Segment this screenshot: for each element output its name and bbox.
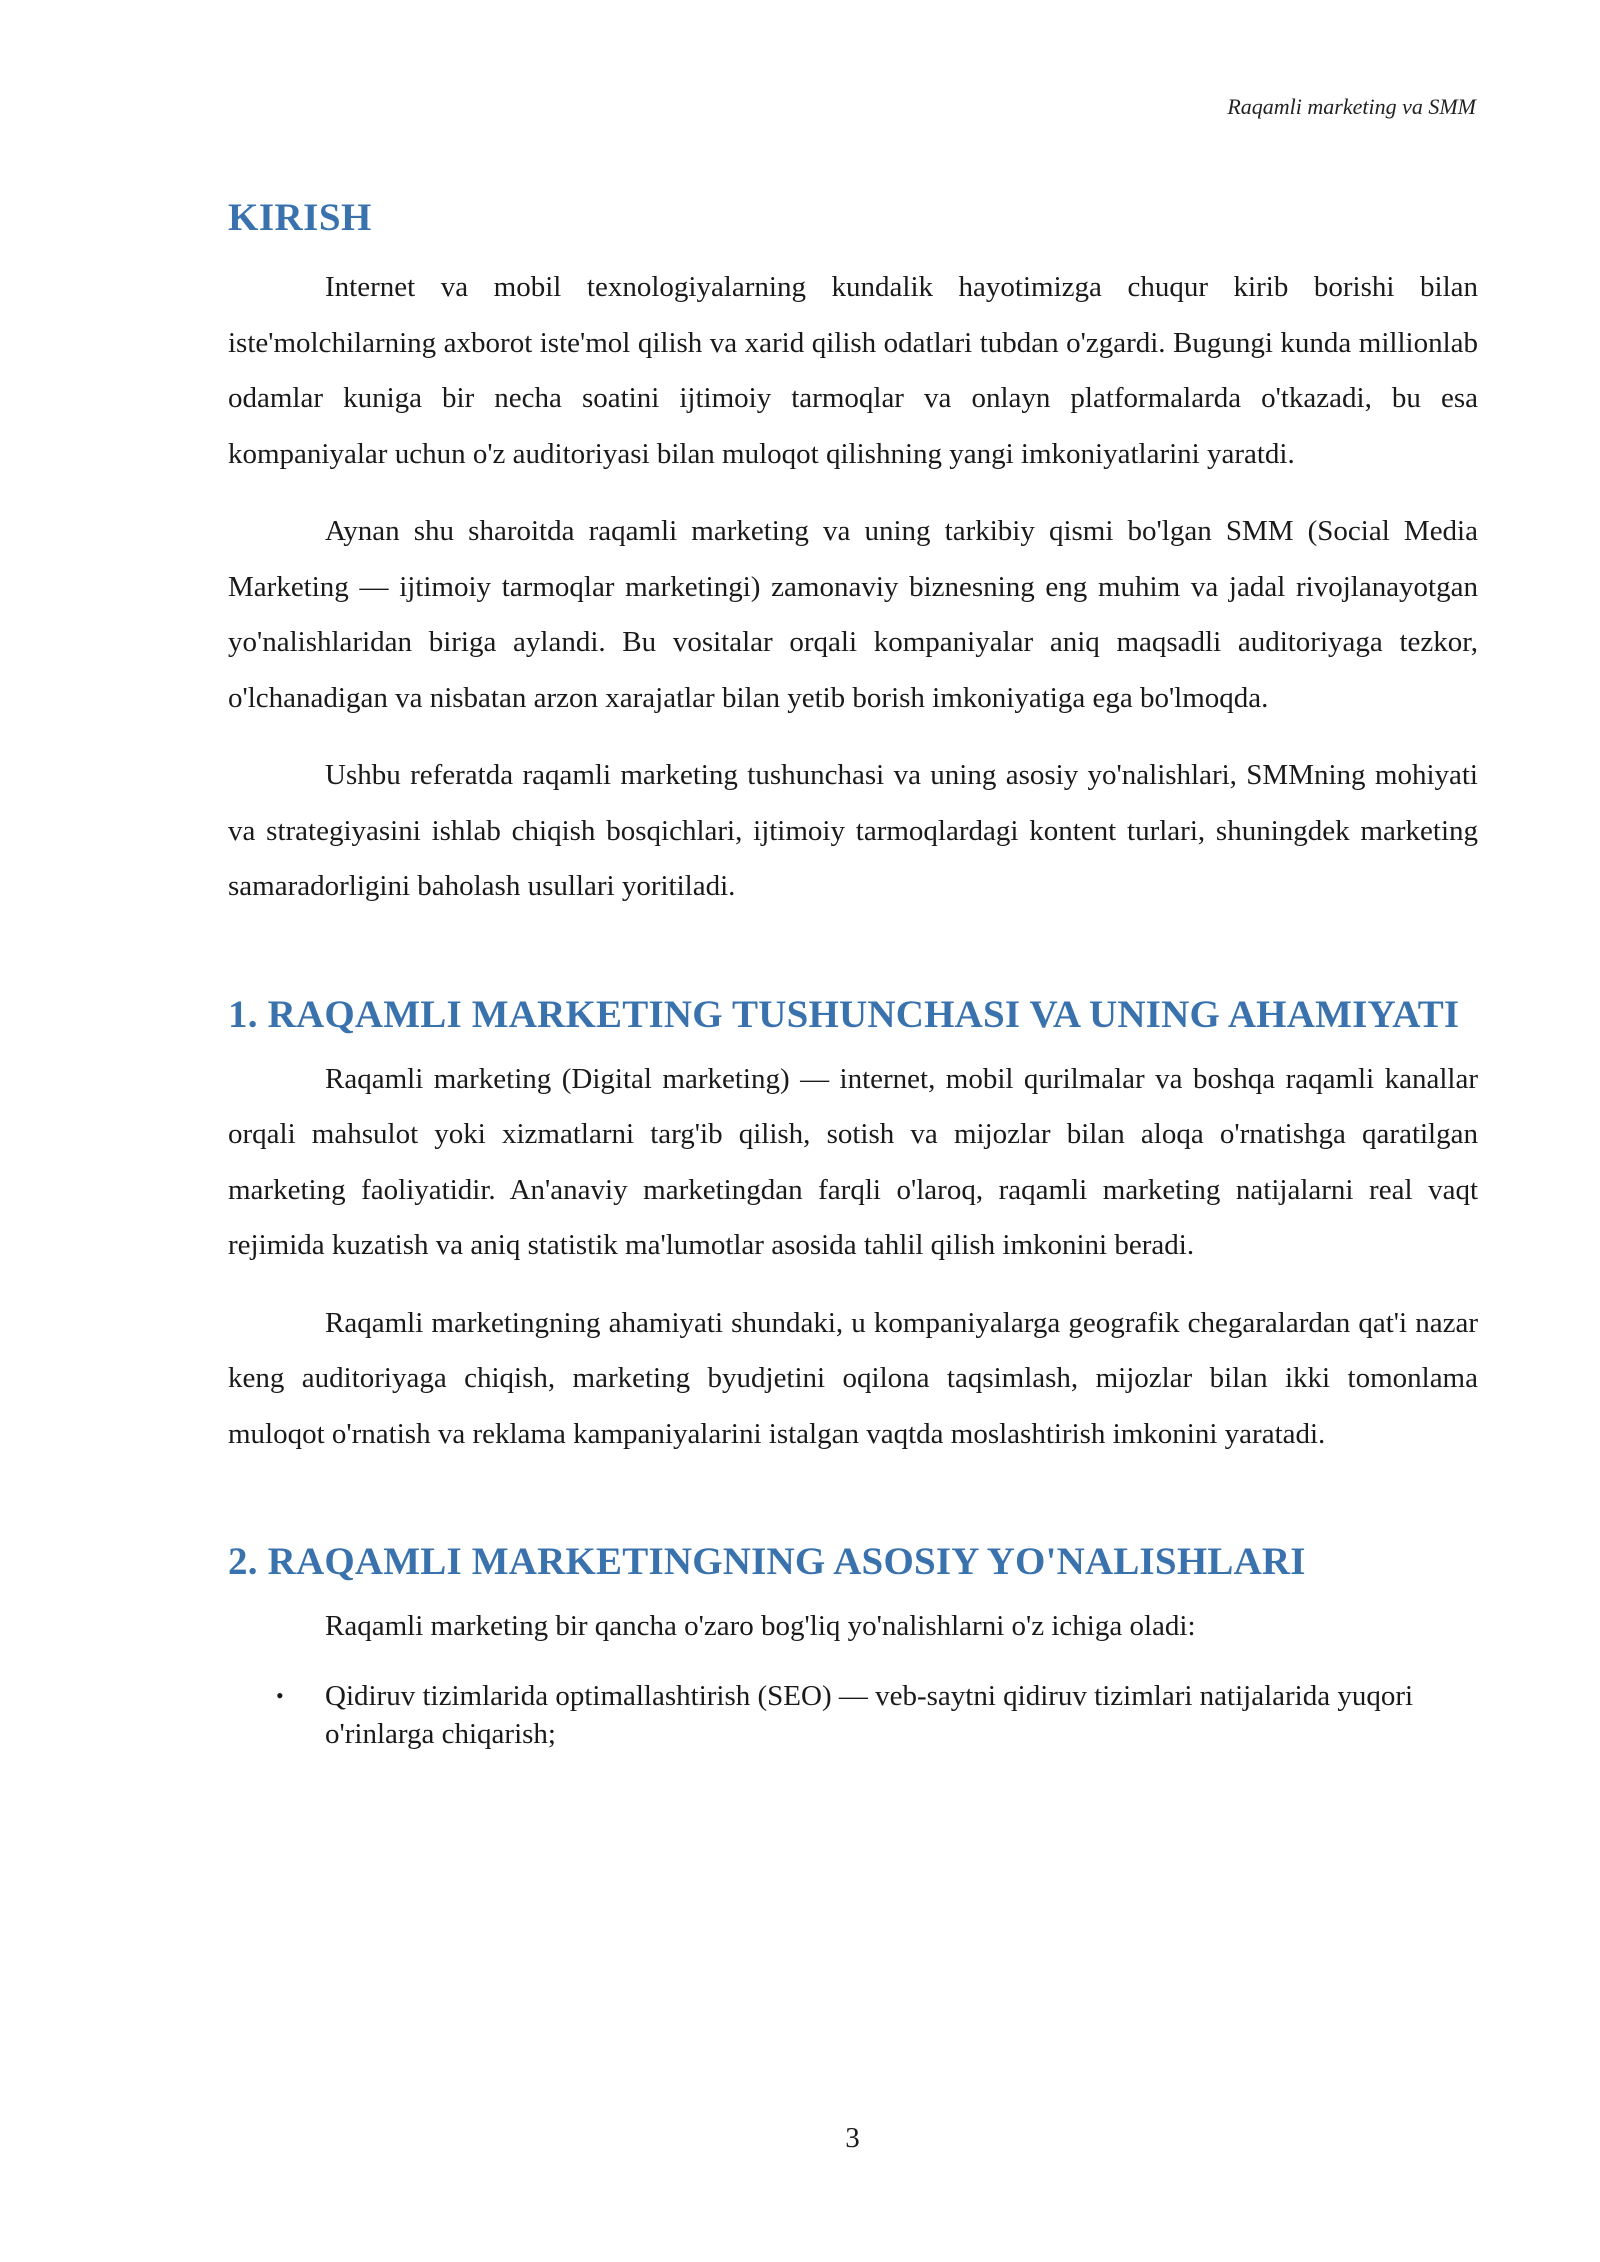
section-2-paragraph-1: Raqamli marketing bir qancha o'zaro bog'liq yo'nalishlarni o'z ichiga oladi: bbox=[325, 1610, 1196, 1642]
bullet-icon: • bbox=[276, 1682, 284, 1708]
section-1-paragraph-2: Raqamli marketingning ahamiyati shundaki, u kompaniyalarga geografik chegaralardan qat'i nazar keng auditoriyaga chiqish, marketing byudjetini oqilona taqsimlash, mijozlar bilan ikki tomonlama muloqot o'rnatish va reklama kampaniyalarini istalgan vaqtda moslashtirish imkonini yaratadi. bbox=[228, 1306, 1478, 1450]
intro-paragraph-3: Ushbu referatda raqamli marketing tushunchasi va uning asosiy yo'nalishlari, SMMning mohiyati va strategiyasini ishlab chiqish bosqichlari, ijtimoiy tarmoqlardagi kontent turlari, shuningdek marketing samaradorligini baholash usullari yoritiladi. bbox=[228, 759, 1478, 902]
section-spacer bbox=[228, 937, 1478, 992]
section-2-heading: 2. RAQAMLI MARKETINGNING ASOSIY YO'NALISHLARI bbox=[228, 1540, 1306, 1583]
section-1-heading: 1. RAQAMLI MARKETING TUSHUNCHASI VA UNING AHAMIYATI bbox=[228, 992, 1460, 1036]
list-item-text: Qidiruv tizimlarida optimallashtirish (SEO) — veb-saytni qidiruv tizimlari natijalarida yuqori o'rinlarga chiqarish; bbox=[325, 1679, 1414, 1750]
section-1-paragraph-1: Raqamli marketing (Digital marketing) — internet, mobil qurilmalar va boshqa raqamli kanallar orqali mahsulot yoki xizmatlarni targ'ib qilish, sotish va mijozlar bilan aloqa o'rnatishga qaratilgan marketing faoliyatidir. An'anaviy marketingdan farqli o'laroq, raqamli marketing natijalarni real vaqt rejimida kuzatish va aniq statistik ma'lumotlar asosida tahlil qilish imkonini beradi. bbox=[228, 1062, 1478, 1261]
bullet-list bbox=[228, 1677, 1478, 1753]
intro-paragraph-2: Aynan shu sharoitda raqamli marketing va uning tarkibiy qismi bo'lgan SMM (Social Media Marketing — ijtimoiy tarmoqlar marketingi) zamonaviy biznesning eng muhim va jadal rivojlanayotgan yo'nalishlaridan biriga aylandi. Bu vositalar orqali kompaniyalar aniq maqsadli auditoriyaga tezkor, o'lchanadigan va nisbatan arzon xarajatlar bilan yetib borish imkoniyatiga ega bo'lmoqda. bbox=[228, 515, 1478, 714]
page-content bbox=[228, 190, 1478, 1753]
list-item bbox=[228, 1677, 1478, 1753]
running-header: Raqamli marketing va SMM bbox=[1227, 94, 1476, 119]
page-number: 3 bbox=[845, 2122, 860, 2154]
section-spacer bbox=[228, 1484, 1478, 1539]
intro-paragraph-1: Internet va mobil texnologiyalarning kundalik hayotimizga chuqur kirib borishi bilan iste'molchilarning axborot iste'mol qilish va xarid qilish odatlari tubdan o'zgardi. Bugungi kunda millionlab odamlar kuniga bir necha soatini ijtimoiy tarmoqlar va onlayn platformalarda o'tkazadi, bu esa kompaniyalar uchun o'z auditoriyasi bilan muloqot qilishning yangi imkoniyatlarini yaratdi. bbox=[228, 271, 1478, 470]
intro-heading: KIRISH bbox=[228, 196, 372, 239]
